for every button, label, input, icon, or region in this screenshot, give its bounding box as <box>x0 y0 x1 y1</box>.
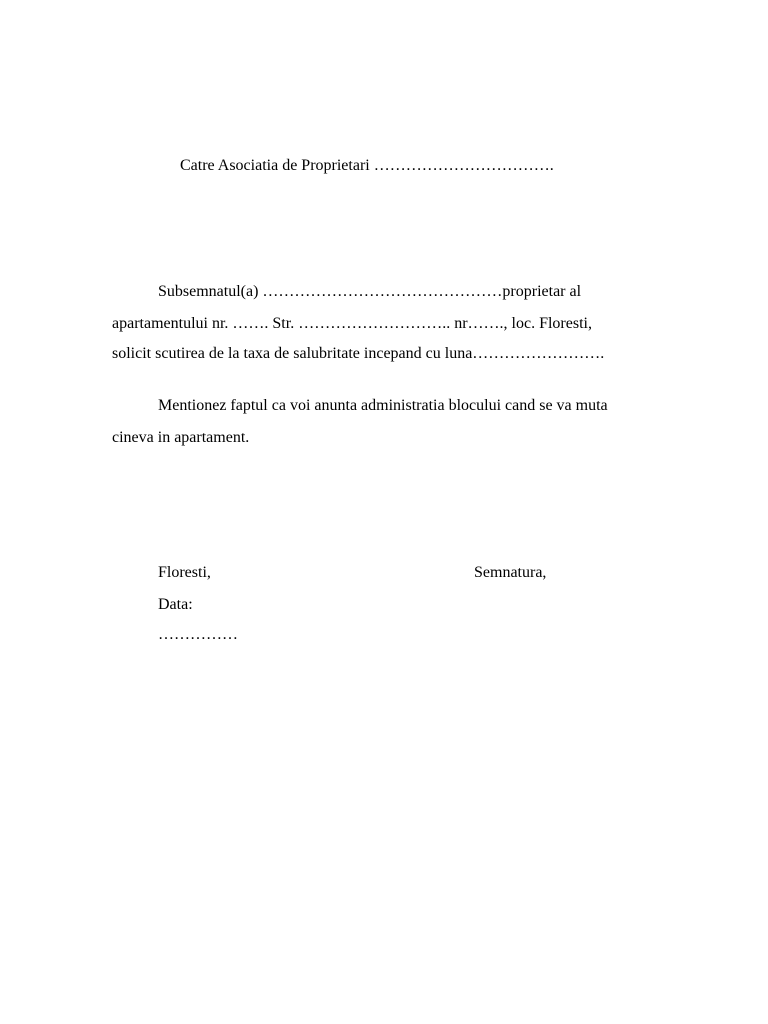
mention-paragraph-line-2: cineva in apartament. <box>112 429 250 446</box>
signature-label: Semnatura, <box>474 564 547 581</box>
addressee-line: Catre Asociatia de Proprietari ……………………………. <box>180 157 554 174</box>
place-label: Floresti, <box>158 564 211 581</box>
request-paragraph-line-1: Subsemnatul(a) ………………………………………proprietar al <box>158 283 582 300</box>
request-paragraph-line-2: apartamentului nr. ……. Str. ……………………….. nr……., loc. Floresti, <box>112 315 592 332</box>
date-placeholder: …………… <box>158 626 238 643</box>
request-paragraph-line-3: solicit scutirea de la taxa de salubritate incepand cu luna……………………. <box>112 345 605 362</box>
date-label: Data: <box>158 596 193 613</box>
mention-paragraph-line-1: Mentionez faptul ca voi anunta administratia blocului cand se va muta <box>158 397 608 414</box>
